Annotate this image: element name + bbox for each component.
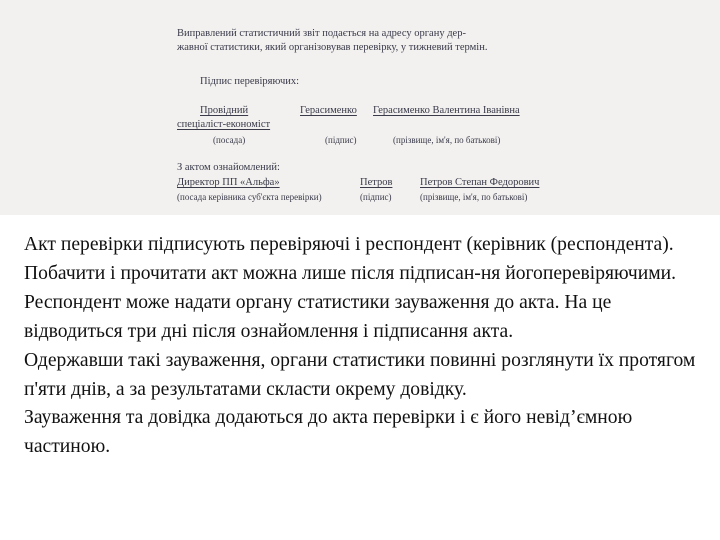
acquainted-label: З актом ознайомлений: <box>177 162 280 173</box>
caption-director-position: (посада керівника суб'єкта перевірки) <box>177 192 322 202</box>
inspector-position-line-1: Провідний <box>200 105 249 116</box>
body-text <box>24 231 714 462</box>
inspector-signature: Герасименко <box>300 105 357 116</box>
paragraph-3: Зауваження та довідка додаються до акта перевірки і є його невід’ємною частиною. <box>24 407 633 458</box>
director-position: Директор ПП «Альфа» <box>177 177 280 188</box>
director-fullname: Петров Степан Федорович <box>420 177 540 188</box>
caption-position: (посада) <box>213 135 246 145</box>
inspector-fullname: Герасименко Валентина Іванівна <box>373 105 520 116</box>
scan-paragraph-line-1: Виправлений статистичний звіт подається на адресу органу дер- <box>177 28 466 39</box>
caption-fullname: (прізвище, ім'я, по батькові) <box>393 135 501 145</box>
caption-signature: (підпис) <box>325 135 357 145</box>
paragraph-1: Акт перевірки підписують перевіряючі і респондент (керівник (респондента). Побачити і прочитати акт можна лише після підписан-ня йогоперевіряючими. Респондент може надати органу статистики зауваження до акта. На це відводиться три дні після ознайомлення і підписання акта. <box>24 234 677 342</box>
caption-director-signature: (підпис) <box>360 192 392 202</box>
director-signature: Петров <box>360 177 393 188</box>
scan-paragraph-line-2: жавної статистики, який організовував перевірку, у тижневий термін. <box>177 42 488 53</box>
caption-director-fullname: (прізвище, ім'я, по батькові) <box>420 192 528 202</box>
scanned-document-image <box>0 0 720 215</box>
signature-heading: Підпис перевіряючих: <box>200 76 300 87</box>
paragraph-2: Одержавши такі зауваження, органи статистики повинні розглянути їх протягом п'яти днів, а за результатами скласти окрему довідку. <box>24 349 696 400</box>
inspector-position-line-2: спеціаліст-економіст <box>177 119 271 130</box>
